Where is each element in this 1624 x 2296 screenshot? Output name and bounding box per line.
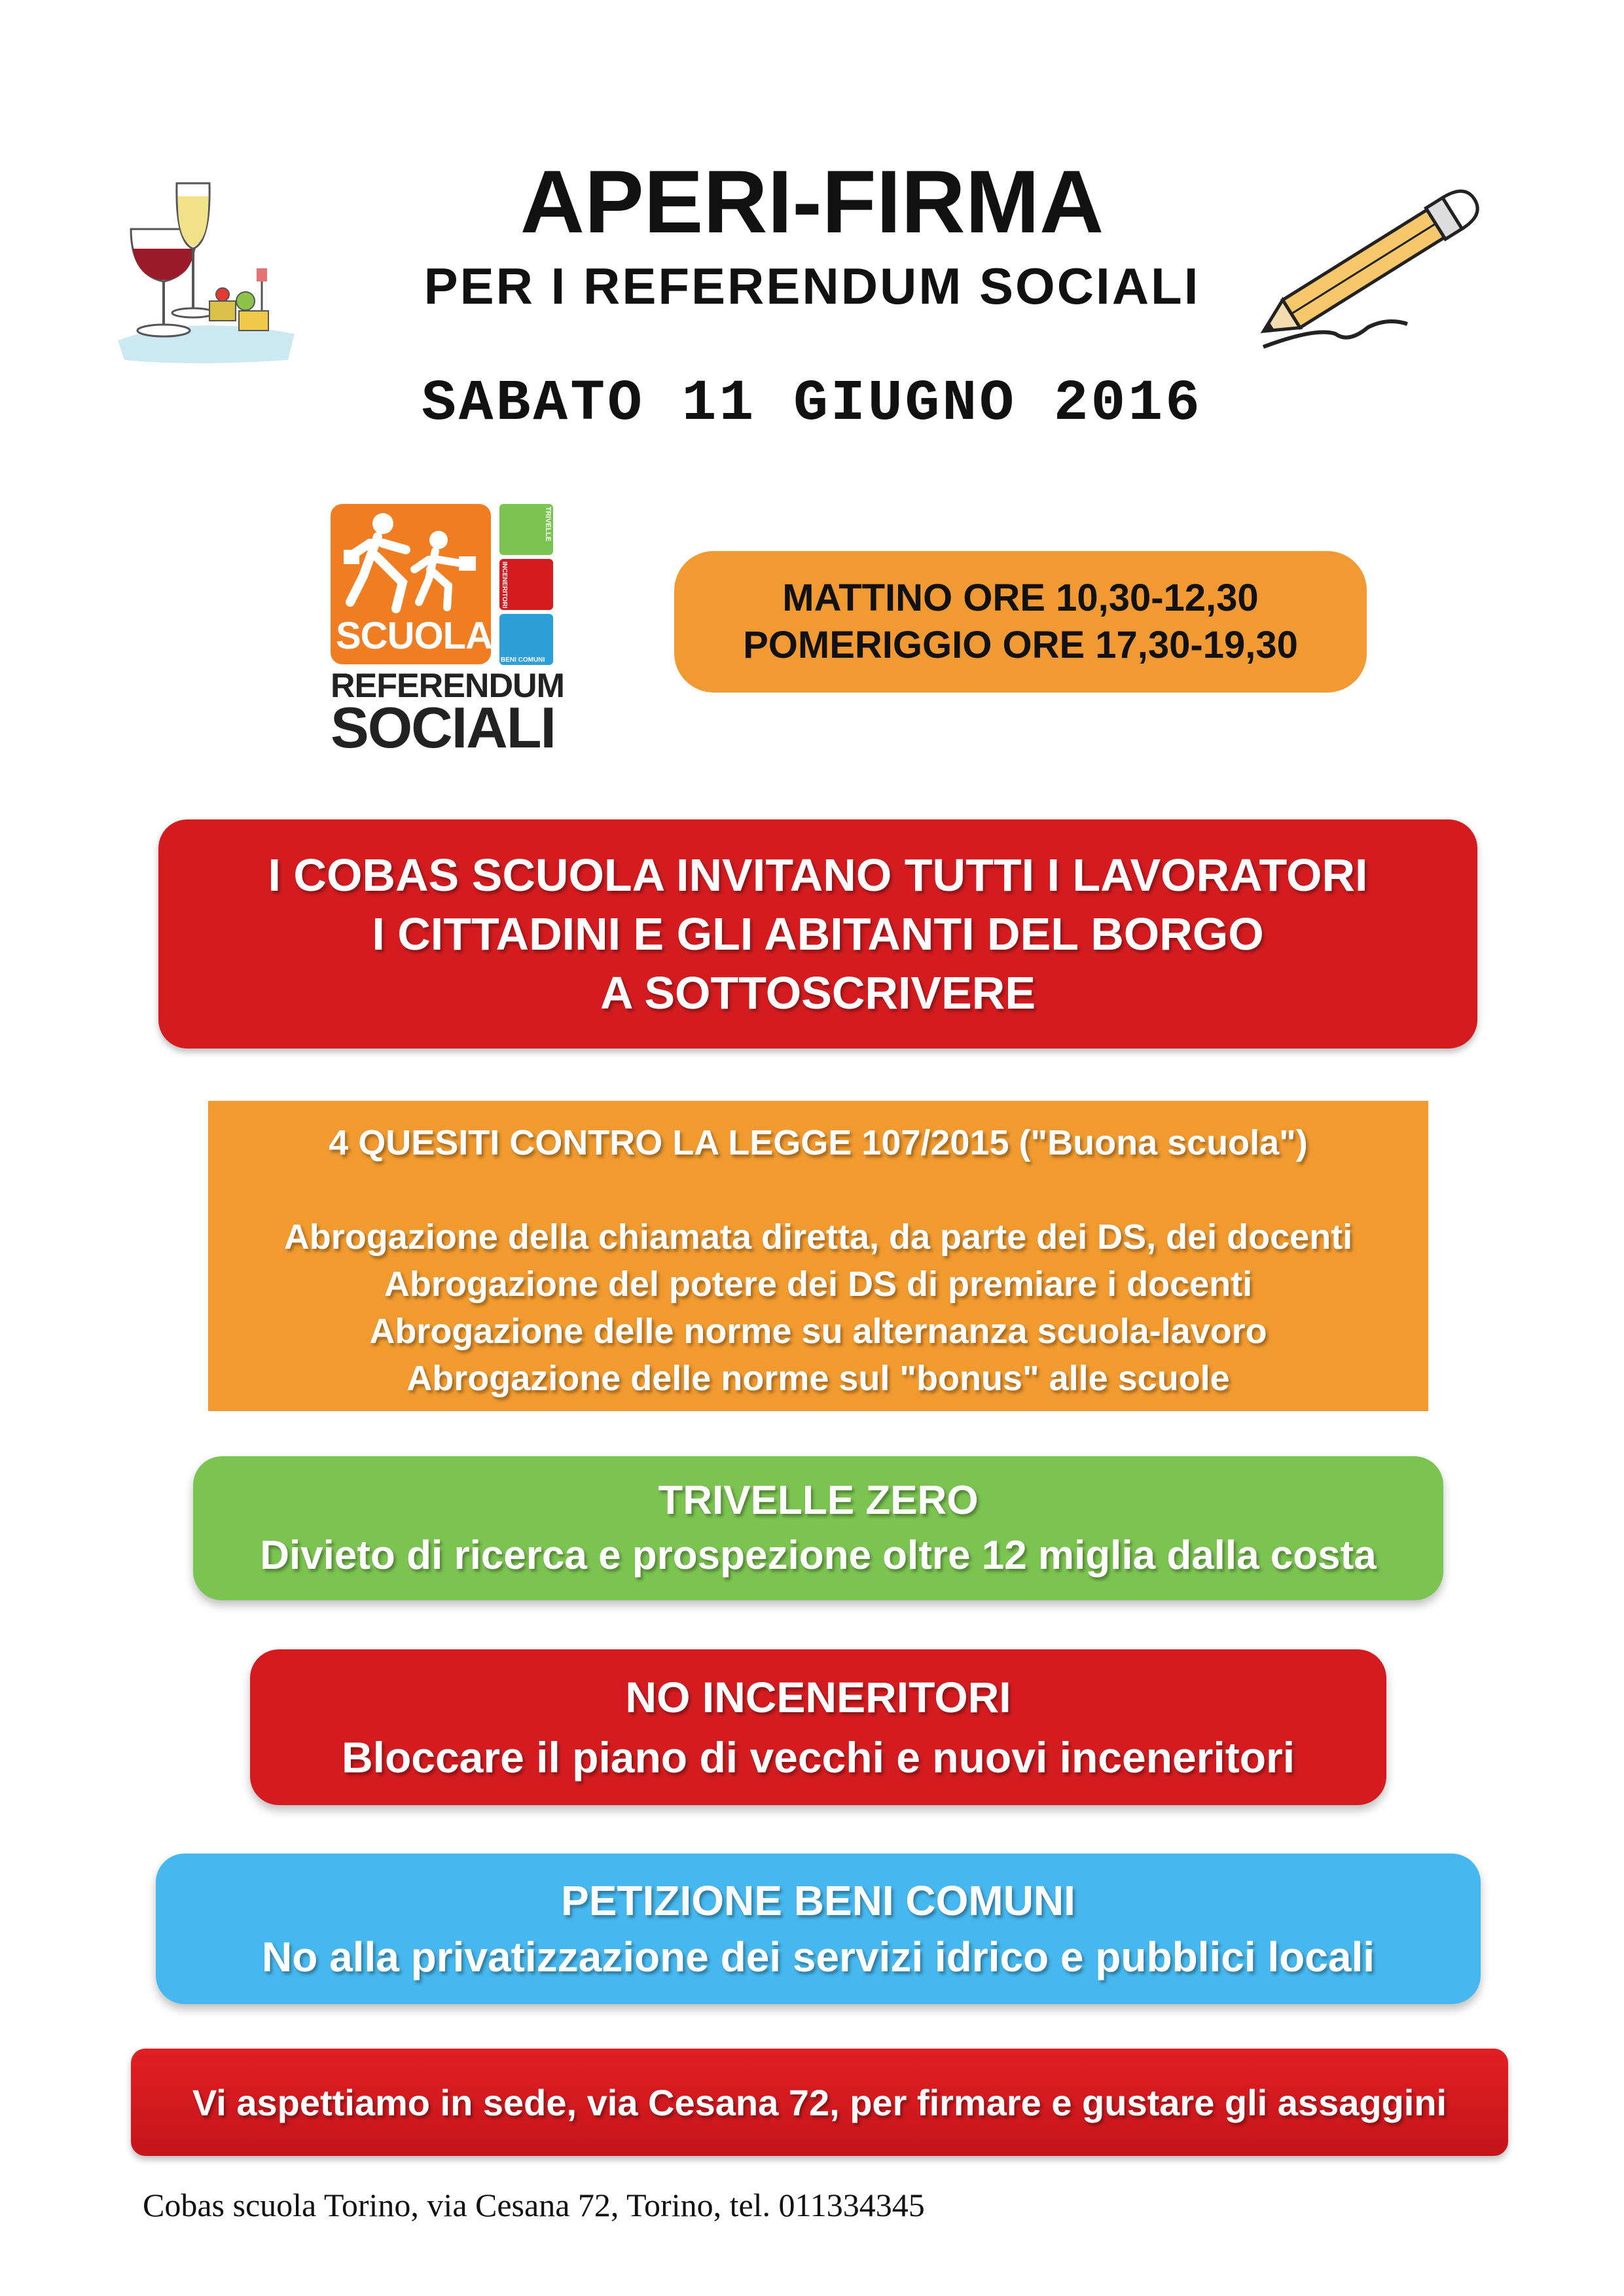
beni-comuni-text: No alla privatizzazione dei servizi idrico e pubblici locali (261, 1933, 1375, 1981)
opening-hours-box (674, 551, 1367, 692)
logo-scuola-text: SCUOLA (336, 615, 492, 657)
inceneritori-box (250, 1649, 1386, 1805)
page-title: APERI-FIRMA (520, 152, 1104, 251)
footer-banner-text: Vi aspettiamo in sede, via Cesana 72, per firmare e gustare gli assaggini (192, 2081, 1447, 2123)
quesito-item: Abrogazione delle norme sul "bonus" alle scuole (406, 1359, 1230, 1398)
quesiti-box (208, 1101, 1428, 1411)
quesito-item: Abrogazione della chiamata diretta, da parte dei DS, dei docenti (283, 1217, 1353, 1257)
invite-line: I COBAS SCUOLA INVITANO TUTTI I LAVORATORI (268, 850, 1368, 901)
event-date: SABATO 11 GIUGNO 2016 (422, 372, 1202, 437)
trivelle-text: Divieto di ricerca e prospezione oltre 12 miglia dalla costa (260, 1533, 1377, 1578)
quesiti-heading: 4 QUESITI CONTRO LA LEGGE 107/2015 ("Buona scuola") (329, 1123, 1308, 1162)
inceneritori-text: Bloccare il piano di vecchi e nuovi inceneritori (341, 1733, 1295, 1782)
logo-referendum-text: REFERENDUM (331, 667, 564, 705)
invite-line: I CITTADINI E GLI ABITANTI DEL BORGO (372, 908, 1264, 960)
logo-beni-comuni-tile: BENI COMUNI (499, 614, 553, 665)
quesito-item: Abrogazione del potere dei DS di premiare i docenti (384, 1265, 1253, 1304)
logo-sociali-text: SOCIALI (331, 695, 555, 760)
invite-line: A SOTTOSCRIVERE (600, 967, 1036, 1018)
referendum-sociali-logo (331, 504, 586, 760)
contact-info: Cobas scuola Torino, via Cesana 72, Torino, tel. 011334345 (143, 2187, 925, 2223)
trivelle-title: TRIVELLE ZERO (658, 1478, 979, 1523)
quesito-item: Abrogazione delle norme su alternanza scuola-lavoro (369, 1312, 1267, 1351)
footer-banner (131, 2049, 1508, 2156)
trivelle-box (193, 1456, 1443, 1600)
beni-comuni-box (156, 1854, 1481, 2004)
running-figures-icon (331, 504, 491, 615)
invite-box (158, 819, 1477, 1049)
afternoon-hours: POMERIGGIO ORE 17,30-19,30 (743, 624, 1298, 666)
page-subtitle: PER I REFERENDUM SOCIALI (424, 257, 1200, 315)
logo-inceneritori-tile: INCENERITORI (499, 559, 553, 610)
morning-hours: MATTINO ORE 10,30-12,30 (782, 577, 1259, 619)
inceneritori-title: NO INCENERITORI (625, 1673, 1011, 1721)
beni-comuni-title: PETIZIONE BENI COMUNI (561, 1877, 1075, 1924)
logo-trivelle-tile: TRIVELLE (499, 504, 553, 555)
